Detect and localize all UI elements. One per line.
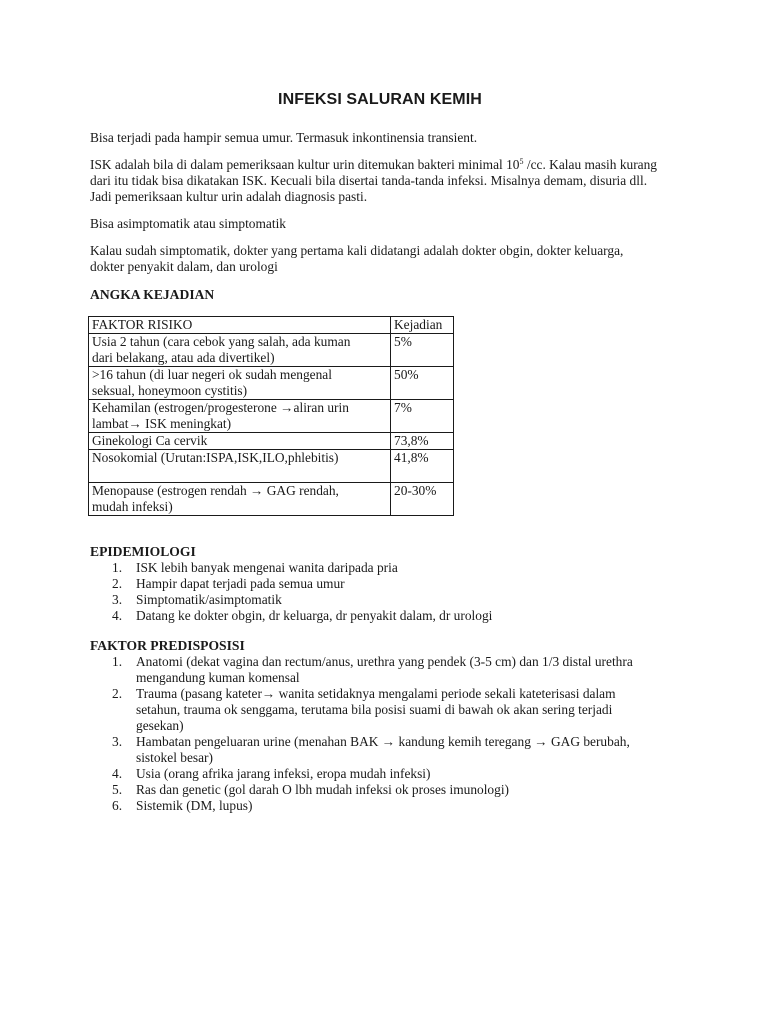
isk-definition-paragraph bbox=[90, 157, 670, 205]
table-row bbox=[89, 400, 454, 433]
symptom-paragraph: Bisa asimptomatik atau simptomatik bbox=[90, 216, 287, 231]
list-item bbox=[90, 798, 670, 814]
table-row bbox=[89, 367, 454, 400]
list-item bbox=[90, 608, 670, 624]
angka-kejadian-heading: ANGKA KEJADIAN bbox=[90, 287, 215, 302]
list-item bbox=[90, 686, 670, 734]
list-item-number: 3. bbox=[112, 734, 123, 749]
list-item-text: Hampir dapat terjadi pada semua umur bbox=[136, 576, 345, 591]
list-item-text: Hambatan pengeluaran urine (menahan BAK → kandung kemih teregang → GAG berubah, bbox=[136, 734, 630, 749]
list-item-number: 5. bbox=[112, 782, 123, 797]
list-item-number: 1. bbox=[112, 560, 123, 575]
table-cell bbox=[89, 400, 391, 433]
table-row bbox=[89, 450, 454, 483]
risk-factor-table bbox=[88, 316, 454, 516]
cell-line: Kehamilan (estrogen/progesterone →aliran urin bbox=[92, 400, 349, 415]
list-item-text: gesekan) bbox=[136, 718, 184, 733]
symptomatic-paragraph bbox=[90, 243, 670, 275]
epidemiologi-list bbox=[90, 560, 670, 624]
isk-definition-line-2: dari itu tidak bisa dikatakan ISK. Kecuali bila disertai tanda-tanda infeksi. Misalnya demam, disuria dll. bbox=[90, 173, 648, 188]
table-cell: 7% bbox=[391, 400, 454, 433]
faktor-predisposisi-list bbox=[90, 654, 670, 814]
symptomatic-line-2: dokter penyakit dalam, dan urologi bbox=[90, 259, 278, 274]
isk-definition-text: ISK adalah bila di dalam pemeriksaan kultur urin ditemukan bakteri minimal 10 bbox=[90, 157, 520, 172]
table-cell: Ginekologi Ca cervik bbox=[89, 433, 391, 450]
table-cell bbox=[89, 367, 391, 400]
table-header-row bbox=[89, 317, 454, 334]
list-item-text: Simptomatik/asimptomatik bbox=[136, 592, 282, 607]
cell-line: dari belakang, atau ada divertikel) bbox=[92, 350, 275, 365]
list-item-number: 4. bbox=[112, 766, 123, 781]
list-item bbox=[90, 654, 670, 686]
list-item-text: Anatomi (dekat vagina dan rectum/anus, urethra yang pendek (3-5 cm) dan 1/3 distal urethra bbox=[136, 654, 633, 669]
list-item-number: 2. bbox=[112, 576, 123, 591]
intro-paragraph: Bisa terjadi pada hampir semua umur. Termasuk inkontinensia transient. bbox=[90, 130, 478, 145]
list-item-text: mengandung kuman komensal bbox=[136, 670, 300, 685]
list-item-text: Usia (orang afrika jarang infeksi, eropa mudah infeksi) bbox=[136, 766, 431, 781]
list-item bbox=[90, 560, 670, 576]
list-item-text: Trauma (pasang kateter→ wanita setidaknya mengalami periode sekali kateterisasi dalam bbox=[136, 686, 616, 701]
isk-definition-line-3: Jadi pemeriksaan kultur urin adalah diagnosis pasti. bbox=[90, 189, 368, 204]
list-item-number: 2. bbox=[112, 686, 123, 701]
table-cell: 5% bbox=[391, 334, 454, 367]
list-item-text: ISK lebih banyak mengenai wanita daripada pria bbox=[136, 560, 398, 575]
table-cell bbox=[89, 334, 391, 367]
table-row bbox=[89, 433, 454, 450]
cell-line: Menopause (estrogen rendah → GAG rendah, bbox=[92, 483, 339, 498]
list-item-text: Datang ke dokter obgin, dr keluarga, dr penyakit dalam, dr urologi bbox=[136, 608, 493, 623]
list-item-number: 3. bbox=[112, 592, 123, 607]
table-header-cell: FAKTOR RISIKO bbox=[89, 317, 391, 334]
faktor-predisposisi-heading: FAKTOR PREDISPOSISI bbox=[90, 638, 245, 653]
document-title: INFEKSI SALURAN KEMIH bbox=[278, 91, 482, 108]
cell-line: seksual, honeymoon cystitis) bbox=[92, 383, 248, 398]
list-item-number: 1. bbox=[112, 654, 123, 669]
isk-definition-text-cont: /cc. Kalau masih kurang bbox=[523, 157, 658, 172]
list-item bbox=[90, 734, 670, 766]
table-cell: 41,8% bbox=[391, 450, 454, 483]
list-item-text: sistokel besar) bbox=[136, 750, 213, 765]
table-cell: 50% bbox=[391, 367, 454, 400]
list-item bbox=[90, 592, 670, 608]
list-item bbox=[90, 576, 670, 592]
cell-line: Usia 2 tahun (cara cebok yang salah, ada kuman bbox=[92, 334, 351, 349]
list-item-number: 4. bbox=[112, 608, 123, 623]
table-cell: 20-30% bbox=[391, 483, 454, 516]
cell-line: lambat→ ISK meningkat) bbox=[92, 416, 232, 431]
cell-line: mudah infeksi) bbox=[92, 499, 173, 514]
list-item bbox=[90, 766, 670, 782]
table-row bbox=[89, 483, 454, 516]
symptomatic-line-1: Kalau sudah simptomatik, dokter yang pertama kali didatangi adalah dokter obgin, dokter keluarga, bbox=[90, 243, 624, 258]
cell-line: >16 tahun (di luar negeri ok sudah mengenal bbox=[92, 367, 332, 382]
table-header-cell: Kejadian bbox=[391, 317, 454, 334]
table-cell bbox=[89, 483, 391, 516]
list-item-text: Sistemik (DM, lupus) bbox=[136, 798, 253, 813]
table-cell: 73,8% bbox=[391, 433, 454, 450]
list-item-number: 6. bbox=[112, 798, 123, 813]
document-page bbox=[90, 92, 670, 814]
exponent: 5 bbox=[519, 157, 524, 166]
epidemiologi-heading: EPIDEMIOLOGI bbox=[90, 544, 196, 559]
list-item-text: setahun, trauma ok senggama, terutama bila posisi suami di bawah ok akan sering terjadi bbox=[136, 702, 613, 717]
list-item-text: Ras dan genetic (gol darah O lbh mudah infeksi ok proses imunologi) bbox=[136, 782, 510, 797]
table-cell: Nosokomial (Urutan:ISPA,ISK,ILO,phlebitis) bbox=[89, 450, 391, 483]
list-item bbox=[90, 782, 670, 798]
table-row bbox=[89, 334, 454, 367]
